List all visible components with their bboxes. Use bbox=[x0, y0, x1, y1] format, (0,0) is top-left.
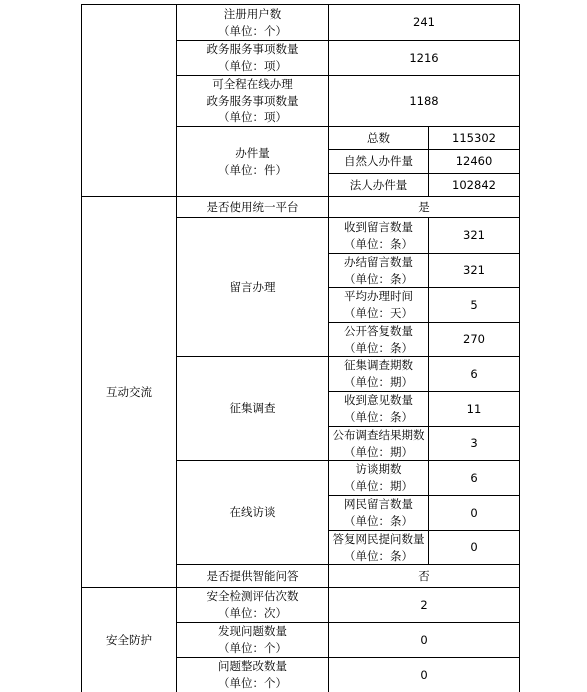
public-replies-label bbox=[328, 322, 429, 357]
label-text: 公布调查结果期数 bbox=[332, 427, 425, 442]
messages-received-label bbox=[328, 217, 429, 254]
section-cell-top bbox=[81, 4, 177, 197]
label-text: 征集调查期数 bbox=[344, 358, 413, 373]
group-interview: 在线访谈 bbox=[176, 460, 329, 565]
answers-label bbox=[328, 530, 429, 565]
workload-legal-label: 法人办件量 bbox=[328, 173, 429, 197]
messages-received-value: 321 bbox=[428, 217, 520, 254]
label-text: 收到意见数量 bbox=[344, 393, 413, 408]
label-text: 发现问题数量 bbox=[218, 624, 287, 639]
unit-text: （单位：次） bbox=[218, 606, 287, 620]
label-text: 网民留言数量 bbox=[344, 497, 413, 512]
issues-found-value: 0 bbox=[328, 622, 520, 658]
survey-count-label bbox=[328, 356, 429, 392]
group-messages: 留言办理 bbox=[176, 217, 329, 357]
interview-sessions-label bbox=[328, 460, 429, 496]
label-text-2: 政务服务事项数量 bbox=[206, 93, 299, 108]
unit-text: （单位：条） bbox=[344, 514, 413, 528]
unit-text: （单位：条） bbox=[344, 271, 413, 286]
survey-opinions-value: 11 bbox=[428, 391, 520, 427]
messages-completed-label bbox=[328, 253, 429, 288]
online-items-label bbox=[176, 75, 329, 127]
workload-total-value: 115302 bbox=[428, 126, 520, 150]
issues-fixed-value: 0 bbox=[328, 657, 520, 692]
unit-text: （单位：期） bbox=[344, 375, 413, 389]
online-items-value: 1188 bbox=[328, 75, 520, 127]
unified-platform-label: 是否使用统一平台 bbox=[176, 196, 329, 218]
label-text: 答复网民提问数量 bbox=[332, 531, 425, 546]
unit-text: （单位：条） bbox=[344, 548, 413, 563]
survey-results-value: 3 bbox=[428, 426, 520, 461]
label-text: 公开答复数量 bbox=[344, 323, 413, 338]
assessments-label bbox=[176, 587, 329, 623]
workload-natural-value: 12460 bbox=[428, 149, 520, 174]
unit-text: （单位：天） bbox=[344, 306, 413, 320]
netizen-msgs-label bbox=[328, 495, 429, 531]
section-interaction: 互动交流 bbox=[81, 196, 177, 588]
section-security: 安全防护 bbox=[81, 587, 177, 692]
netizen-msgs-value: 0 bbox=[428, 495, 520, 531]
label-text: 办结留言数量 bbox=[344, 254, 413, 269]
avg-time-label bbox=[328, 287, 429, 323]
unified-platform-value: 是 bbox=[328, 196, 520, 218]
survey-count-value: 6 bbox=[428, 356, 520, 392]
label-text: 访谈期数 bbox=[355, 462, 402, 477]
workload-label bbox=[176, 126, 329, 197]
issues-found-label bbox=[176, 622, 329, 658]
label-text: 注册用户数 bbox=[223, 6, 282, 21]
unit-text: （单位：件） bbox=[218, 162, 287, 177]
label-text: 平均办理时间 bbox=[344, 289, 413, 304]
unit-text: （单位：个） bbox=[218, 23, 287, 38]
label-text-1: 可全程在线办理 bbox=[212, 77, 293, 91]
unit-text: （单位：个） bbox=[218, 676, 287, 690]
answers-value: 0 bbox=[428, 530, 520, 565]
label-text: 安全检测评估次数 bbox=[206, 589, 299, 604]
issues-fixed-label bbox=[176, 657, 329, 692]
unit-text: （单位：期） bbox=[344, 444, 413, 459]
group-survey: 征集调查 bbox=[176, 356, 329, 461]
assessments-value: 2 bbox=[328, 587, 520, 623]
workload-legal-value: 102842 bbox=[428, 173, 520, 197]
service-items-label bbox=[176, 40, 329, 76]
interview-sessions-value: 6 bbox=[428, 460, 520, 496]
unit-text: （单位：条） bbox=[344, 340, 413, 355]
unit-text: （单位：条） bbox=[344, 410, 413, 424]
messages-completed-value: 321 bbox=[428, 253, 520, 288]
survey-opinions-label bbox=[328, 391, 429, 427]
public-replies-value: 270 bbox=[428, 322, 520, 357]
label-text: 收到留言数量 bbox=[344, 219, 413, 234]
label-text: 政务服务事项数量 bbox=[206, 42, 299, 57]
unit-text: （单位：条） bbox=[344, 236, 413, 251]
unit-text: （单位：项） bbox=[218, 110, 287, 125]
label-text: 问题整改数量 bbox=[218, 659, 287, 674]
unit-text: （单位：期） bbox=[344, 479, 413, 493]
unit-text: （单位：个） bbox=[218, 641, 287, 655]
registered-users-label bbox=[176, 4, 329, 41]
smart-qa-value: 否 bbox=[328, 564, 520, 588]
survey-results-label bbox=[328, 426, 429, 461]
workload-total-label: 总数 bbox=[328, 126, 429, 150]
service-items-value: 1216 bbox=[328, 40, 520, 76]
avg-time-value: 5 bbox=[428, 287, 520, 323]
label-text: 办件量 bbox=[235, 145, 270, 160]
workload-natural-label: 自然人办件量 bbox=[328, 149, 429, 174]
unit-text: （单位：项） bbox=[218, 59, 287, 73]
smart-qa-label: 是否提供智能问答 bbox=[176, 564, 329, 588]
registered-users-value: 241 bbox=[328, 4, 520, 41]
